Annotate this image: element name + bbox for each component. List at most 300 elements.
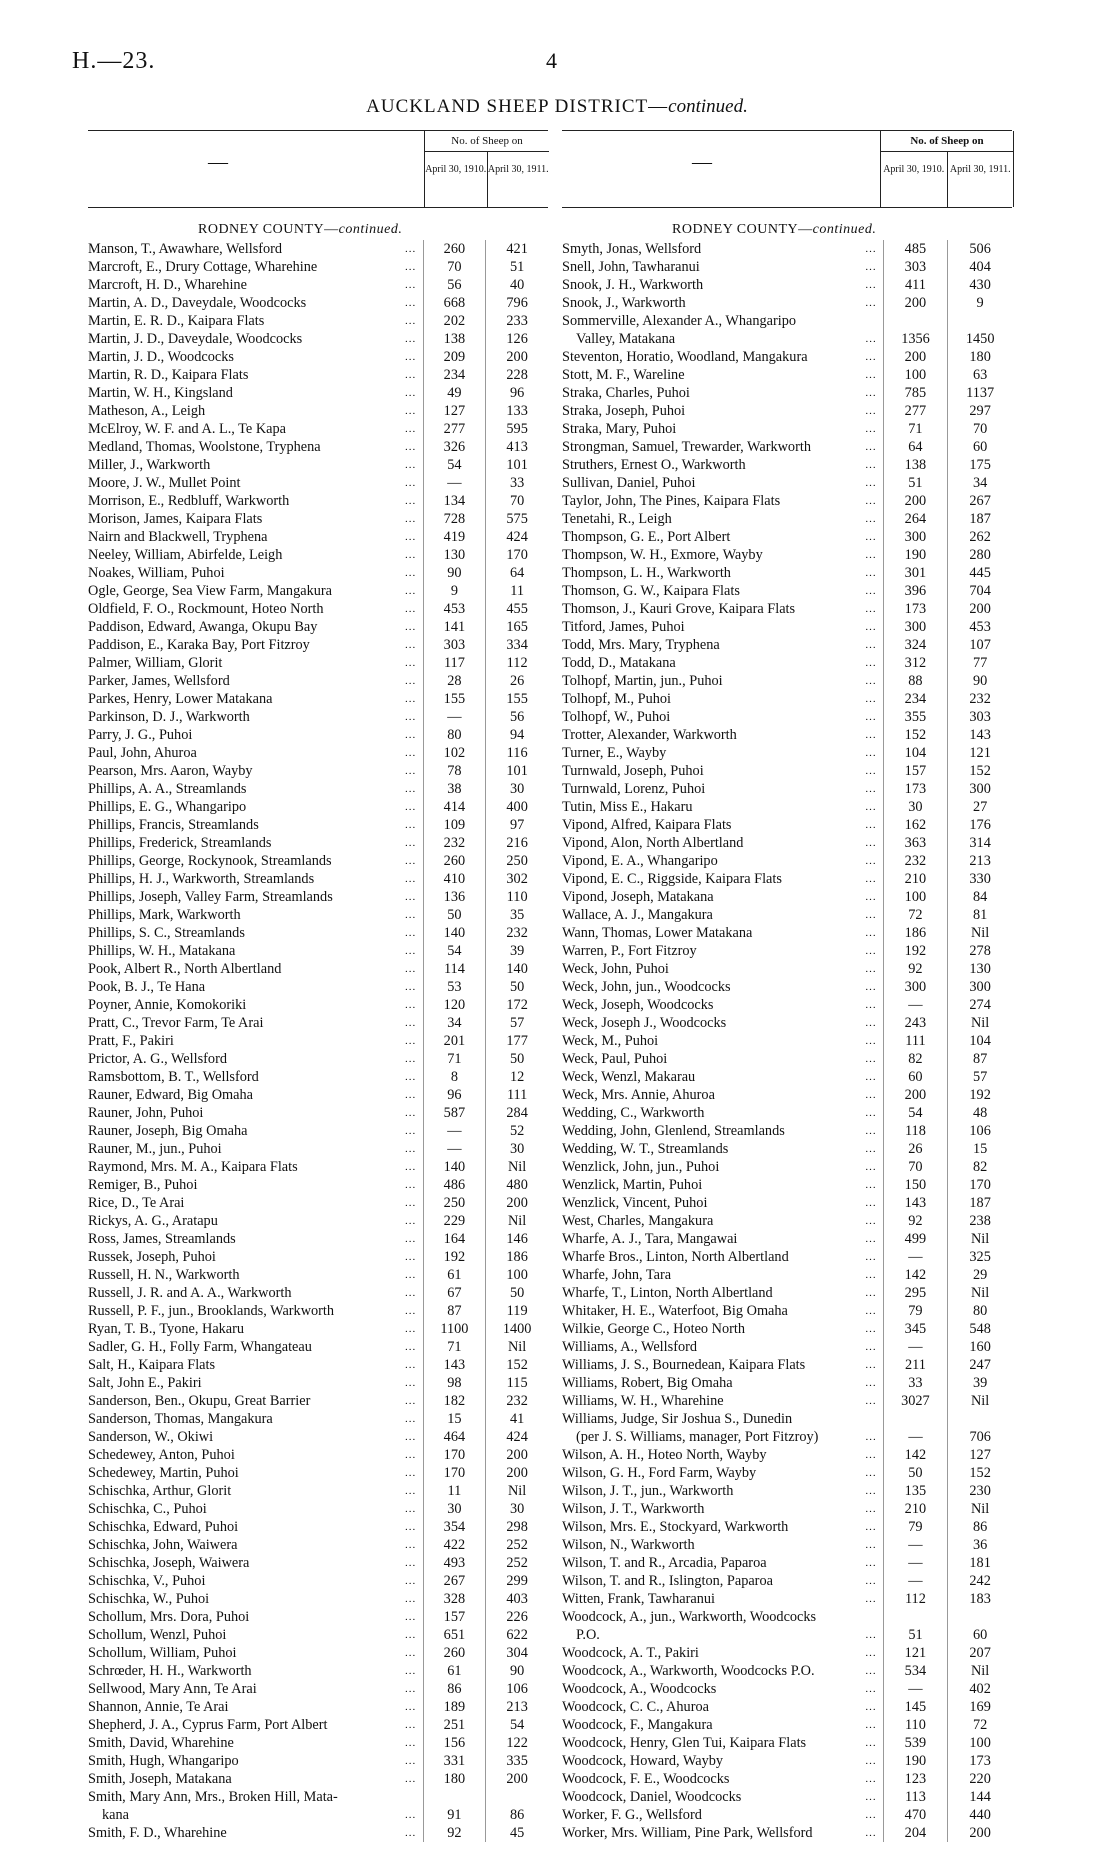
sheep-1910: 104 xyxy=(883,744,948,762)
holder-name: Parkinson, D. J., Warkworth xyxy=(88,709,250,725)
table-row xyxy=(562,1374,1012,1392)
leader-dots: ... xyxy=(404,603,417,615)
leader-dots: ... xyxy=(865,351,877,363)
leader-dots: ... xyxy=(404,1575,417,1587)
holder-name: Thomson, J., Kauri Grove, Kaipara Flats xyxy=(562,601,796,617)
table-row xyxy=(562,762,1012,780)
holder-name: Phillips, George, Rockynook, Streamlands xyxy=(88,853,332,869)
sheep-1910: 209 xyxy=(423,348,486,366)
holder-name: Wann, Thomas, Lower Matakana xyxy=(562,925,753,941)
holder-name: Morrison, E., Redbluff, Warkworth xyxy=(88,493,290,509)
table-row xyxy=(88,1572,548,1590)
sheep-1910: 30 xyxy=(423,1500,486,1518)
sheep-1911: 33 xyxy=(485,474,548,492)
leader-space xyxy=(859,312,882,330)
sheep-1910: 117 xyxy=(423,654,486,672)
holder-name: Phillips, W. H., Matakana xyxy=(88,943,236,959)
holder-name: Phillips, S. C., Streamlands xyxy=(88,925,245,941)
sheep-1910: 232 xyxy=(883,852,948,870)
table-row xyxy=(562,690,1012,708)
sheep-1910: — xyxy=(883,1554,948,1572)
table-row xyxy=(88,276,548,294)
sheep-1910: 71 xyxy=(423,1338,486,1356)
sheep-1911: Nil xyxy=(485,1212,548,1230)
table-row xyxy=(562,420,1012,438)
sheep-1910: 87 xyxy=(423,1302,486,1320)
leader-dots: ... xyxy=(865,747,877,759)
sheep-1911: 181 xyxy=(947,1554,1012,1572)
sheep-1910: 157 xyxy=(423,1608,486,1626)
table-row xyxy=(88,924,548,942)
table-row xyxy=(562,798,1012,816)
sheep-1911: Nil xyxy=(947,1662,1012,1680)
sheep-1910: 1100 xyxy=(423,1320,486,1338)
holder-name: Noakes, William, Puhoi xyxy=(88,565,225,581)
right-rows xyxy=(562,240,1012,1842)
sheep-1910: 164 xyxy=(423,1230,486,1248)
holder-name: Tutin, Miss E., Hakaru xyxy=(562,799,693,815)
leader-dots: ... xyxy=(865,1701,877,1713)
sheep-1910: 243 xyxy=(883,1014,948,1032)
empty-cell xyxy=(947,312,1012,330)
sheep-1910: 232 xyxy=(423,834,486,852)
leader-dots: ... xyxy=(404,495,417,507)
leader-dots: ... xyxy=(865,477,877,489)
sheep-1911: 704 xyxy=(947,582,1012,600)
table-row xyxy=(562,546,1012,564)
table-row xyxy=(562,1824,1012,1842)
sheep-1910: 72 xyxy=(883,906,948,924)
sheep-1911: 126 xyxy=(485,330,548,348)
sheep-1910: 300 xyxy=(883,978,948,996)
leader-dots: ... xyxy=(404,1071,417,1083)
sheep-1911: 34 xyxy=(947,474,1012,492)
table-row xyxy=(88,1428,548,1446)
table-row xyxy=(562,294,1012,312)
leader-dots: ... xyxy=(404,441,417,453)
leader-dots: ... xyxy=(865,927,877,939)
heading-main: AUCKLAND SHEEP DISTRICT— xyxy=(366,96,669,117)
table-row xyxy=(88,600,548,618)
holder-name: Morison, James, Kaipara Flats xyxy=(88,511,263,527)
sheep-1911: 453 xyxy=(947,618,1012,636)
sheep-1910: 141 xyxy=(423,618,486,636)
table-row xyxy=(88,708,548,726)
sheep-1910: 464 xyxy=(423,1428,486,1446)
sheep-1910: 51 xyxy=(883,1626,948,1644)
sheep-1911: 424 xyxy=(485,528,548,546)
table-row xyxy=(88,1068,548,1086)
holder-name: Snell, John, Tawharanui xyxy=(562,259,700,275)
sheep-1910: 67 xyxy=(423,1284,486,1302)
sheep-1911: 183 xyxy=(947,1590,1012,1608)
holder-name: Prictor, A. G., Wellsford xyxy=(88,1051,227,1067)
holder-name: Wallace, A. J., Mangakura xyxy=(562,907,713,923)
sheep-1911: 228 xyxy=(485,366,548,384)
sheep-1910: 200 xyxy=(883,348,948,366)
leader-dots: ... xyxy=(404,657,417,669)
sheep-1911: 230 xyxy=(947,1482,1012,1500)
sheep-1910: 130 xyxy=(423,546,486,564)
holder-name: Woodcock, F., Mangakura xyxy=(562,1717,713,1733)
table-row xyxy=(88,852,548,870)
leader-dots: ... xyxy=(865,1251,877,1263)
leader-dots: ... xyxy=(865,1089,877,1101)
sheep-1911: 300 xyxy=(947,978,1012,996)
leader-dots: ... xyxy=(404,297,417,309)
leader-dots: ... xyxy=(865,981,877,993)
sheep-1911: 330 xyxy=(947,870,1012,888)
leader-dots: ... xyxy=(404,531,417,543)
sheep-1911: 403 xyxy=(485,1590,548,1608)
table-row xyxy=(562,942,1012,960)
sheep-1911: 424 xyxy=(485,1428,548,1446)
leader-dots: ... xyxy=(404,1197,417,1209)
table-row xyxy=(562,438,1012,456)
sheep-1911: 35 xyxy=(485,906,548,924)
sheep-1911: 90 xyxy=(947,672,1012,690)
holder-name: Taylor, John, The Pines, Kaipara Flats xyxy=(562,493,781,509)
table-row xyxy=(562,906,1012,924)
sheep-1911: 430 xyxy=(947,276,1012,294)
sheep-1910: — xyxy=(423,1140,486,1158)
sheep-1911: 298 xyxy=(485,1518,548,1536)
table-row xyxy=(562,1320,1012,1338)
table-row xyxy=(562,1482,1012,1500)
table-row xyxy=(88,798,548,816)
sheep-1910: 138 xyxy=(883,456,948,474)
holder-name: Weck, John, jun., Woodcocks xyxy=(562,979,731,995)
sheep-1910: 79 xyxy=(883,1302,948,1320)
leader-dots: ... xyxy=(865,1395,877,1407)
sheep-1911: 297 xyxy=(947,402,1012,420)
holder-name: Rice, D., Te Arai xyxy=(88,1195,185,1211)
sheep-1910: 53 xyxy=(423,978,486,996)
table-row xyxy=(88,1446,548,1464)
table-row xyxy=(562,1032,1012,1050)
leader-dots: ... xyxy=(404,891,417,903)
sheep-1911: 140 xyxy=(485,960,548,978)
table-row xyxy=(562,1176,1012,1194)
holder-name: Titford, James, Puhoi xyxy=(562,619,685,635)
sheep-1911: 404 xyxy=(947,258,1012,276)
holder-name: Wilkie, George C., Hoteo North xyxy=(562,1321,745,1337)
holder-name: Martin, W. H., Kingsland xyxy=(88,385,233,401)
holder-name: Marcroft, H. D., Wharehine xyxy=(88,277,247,293)
sheep-1910: 668 xyxy=(423,294,486,312)
table-row xyxy=(88,744,548,762)
table-row xyxy=(562,1518,1012,1536)
table-row-continuation xyxy=(562,330,1012,348)
leader-dots: ... xyxy=(404,999,417,1011)
sheep-1910: 534 xyxy=(883,1662,948,1680)
sheep-1911: 107 xyxy=(947,636,1012,654)
holder-name: Williams, W. H., Wharehine xyxy=(562,1393,724,1409)
table-row xyxy=(88,1608,548,1626)
table-row xyxy=(88,1554,548,1572)
leader-dots: ... xyxy=(865,1071,877,1083)
holder-name: Rickys, A. G., Aratapu xyxy=(88,1213,218,1229)
holder-name: McElroy, W. F. and A. L., Te Kapa xyxy=(88,421,286,437)
leader-dots: ... xyxy=(404,981,417,993)
sheep-1911: 50 xyxy=(485,1050,548,1068)
holder-name: Sanderson, Ben., Okupu, Great Barrier xyxy=(88,1393,311,1409)
sheep-1911: Nil xyxy=(947,1014,1012,1032)
table-row xyxy=(88,618,548,636)
sheep-1911: 170 xyxy=(947,1176,1012,1194)
sheep-1910: 136 xyxy=(423,888,486,906)
sheep-1911: 40 xyxy=(485,276,548,294)
holder-name: Schischka, C., Puhoi xyxy=(88,1501,207,1517)
leader-dots: ... xyxy=(404,1557,417,1569)
table-row xyxy=(562,510,1012,528)
sheep-1911: 335 xyxy=(485,1752,548,1770)
holder-name: Wilson, A. H., Hoteo North, Wayby xyxy=(562,1447,767,1463)
sheep-1910: 109 xyxy=(423,816,486,834)
sheep-1910: 143 xyxy=(883,1194,948,1212)
sheep-1911: 82 xyxy=(947,1158,1012,1176)
table-row xyxy=(88,546,548,564)
sheep-1910: 64 xyxy=(883,438,948,456)
sheep-1910: 61 xyxy=(423,1266,486,1284)
sheep-1910: 180 xyxy=(423,1770,486,1788)
leader-dots: ... xyxy=(404,1701,417,1713)
header-col-1910: April 30, 1910. xyxy=(425,164,487,175)
leader-dots: ... xyxy=(404,1161,417,1173)
holder-name: Sadler, G. H., Folly Farm, Whangateau xyxy=(88,1339,312,1355)
holder-name: Wharfe, John, Tara xyxy=(562,1267,672,1283)
header-group xyxy=(880,131,1014,207)
sheep-1911: 155 xyxy=(485,690,548,708)
sheep-1910: 326 xyxy=(423,438,486,456)
holder-name: Tenetahi, R., Leigh xyxy=(562,511,672,527)
leader-dots: ... xyxy=(404,1611,417,1623)
left-rows xyxy=(88,240,548,1842)
table-row xyxy=(88,1320,548,1338)
holder-name: Russell, J. R. and A. A., Warkworth xyxy=(88,1285,292,1301)
sheep-1910: 277 xyxy=(423,420,486,438)
table-row xyxy=(88,1752,548,1770)
sheep-1911: 413 xyxy=(485,438,548,456)
leader-dots: ... xyxy=(865,1035,877,1047)
sheep-1910: 90 xyxy=(423,564,486,582)
table-row xyxy=(562,258,1012,276)
sheep-1911: 548 xyxy=(947,1320,1012,1338)
sheep-1910: 135 xyxy=(883,1482,948,1500)
sheep-1910: 331 xyxy=(423,1752,486,1770)
holder-name: Woodcock, A., Woodcocks xyxy=(562,1681,717,1697)
sheep-1911: 216 xyxy=(485,834,548,852)
sheep-1911: 400 xyxy=(485,798,548,816)
sheep-1911: 97 xyxy=(485,816,548,834)
sheep-1911: 26 xyxy=(485,672,548,690)
sheep-1911: 130 xyxy=(947,960,1012,978)
leader-dots: ... xyxy=(865,819,877,831)
table-row xyxy=(88,438,548,456)
holder-name: Woodcock, A. T., Pakiri xyxy=(562,1645,699,1661)
sheep-1910: 190 xyxy=(883,546,948,564)
section-main: RODNEY COUNTY— xyxy=(198,222,339,237)
sheep-1911: 100 xyxy=(947,1734,1012,1752)
sheep-1910: 295 xyxy=(883,1284,948,1302)
sheep-1911: 402 xyxy=(947,1680,1012,1698)
table-row xyxy=(88,402,548,420)
holder-name: Weck, John, Puhoi xyxy=(562,961,669,977)
table-row xyxy=(88,1194,548,1212)
sheep-1911: 300 xyxy=(947,780,1012,798)
sheep-1910: 123 xyxy=(883,1770,948,1788)
sheep-1911: 29 xyxy=(947,1266,1012,1284)
leader-dots: ... xyxy=(865,1557,877,1569)
leader-dots: ... xyxy=(404,1809,417,1821)
table-row xyxy=(562,1662,1012,1680)
sheep-1911: 186 xyxy=(485,1248,548,1266)
sheep-1910: 79 xyxy=(883,1518,948,1536)
table-row-continuation xyxy=(562,1428,1012,1446)
sheep-1910: 113 xyxy=(883,1788,948,1806)
holder-name: Ross, James, Streamlands xyxy=(88,1231,236,1247)
sheep-1911: 81 xyxy=(947,906,1012,924)
holder-name: Pratt, C., Trevor Farm, Te Arai xyxy=(88,1015,264,1031)
leader-dots: ... xyxy=(404,1719,417,1731)
leader-dots: ... xyxy=(865,1809,877,1821)
holder-name: Phillips, Francis, Streamlands xyxy=(88,817,259,833)
sheep-1910: 345 xyxy=(883,1320,948,1338)
holder-name: Tolhopf, M., Puhoi xyxy=(562,691,672,707)
holder-name: Martin, E. R. D., Kaipara Flats xyxy=(88,313,265,329)
leader-dots: ... xyxy=(404,369,417,381)
leader-dots: ... xyxy=(404,1431,417,1443)
table-row xyxy=(88,1032,548,1050)
sheep-1910: 152 xyxy=(883,726,948,744)
sheep-1910: 301 xyxy=(883,564,948,582)
table-row-continuation xyxy=(88,1806,548,1824)
holder-name: Phillips, H. J., Warkworth, Streamlands xyxy=(88,871,315,887)
sheep-1910: 210 xyxy=(883,1500,948,1518)
leader-dots: ... xyxy=(865,1683,877,1695)
table-row xyxy=(562,1014,1012,1032)
sheep-1910: 173 xyxy=(883,780,948,798)
holder-name: Salt, H., Kaipara Flats xyxy=(88,1357,216,1373)
leader-dots: ... xyxy=(404,1485,417,1497)
holder-name: Schollum, William, Puhoi xyxy=(88,1645,237,1661)
holder-name: Raymond, Mrs. M. A., Kaipara Flats xyxy=(88,1159,298,1175)
leader-dots: ... xyxy=(404,1035,417,1047)
holder-name: Williams, Robert, Big Omaha xyxy=(562,1375,733,1391)
leader-dots: ... xyxy=(865,1755,877,1767)
holder-name: Oldfield, F. O., Rockmount, Hoteo North xyxy=(88,601,324,617)
sheep-1911: 303 xyxy=(947,708,1012,726)
leader-dots: ... xyxy=(865,1125,877,1137)
leader-dots: ... xyxy=(404,423,417,435)
sheep-1910: 80 xyxy=(423,726,486,744)
holder-name: Woodcock, Howard, Wayby xyxy=(562,1753,724,1769)
table-row xyxy=(88,384,548,402)
holder-name: Thomson, G. W., Kaipara Flats xyxy=(562,583,740,599)
leader-dots: ... xyxy=(865,1341,877,1353)
table-row xyxy=(88,690,548,708)
leader-dots: ... xyxy=(404,1017,417,1029)
sheep-1911: 41 xyxy=(485,1410,548,1428)
sheep-1910: 499 xyxy=(883,1230,948,1248)
table-row xyxy=(88,1644,548,1662)
sheep-1910: 70 xyxy=(423,258,486,276)
table-row xyxy=(88,960,548,978)
leader-dots: ... xyxy=(865,549,877,561)
holder-name: Tolhopf, Martin, jun., Puhoi xyxy=(562,673,723,689)
table-row xyxy=(562,528,1012,546)
section-main: RODNEY COUNTY— xyxy=(672,222,813,237)
leader-dots: ... xyxy=(865,1017,877,1029)
holder-name: Wedding, C., Warkworth xyxy=(562,1105,705,1121)
leader-dots: ... xyxy=(865,657,877,669)
sheep-1910: 170 xyxy=(423,1464,486,1482)
table-row xyxy=(88,1374,548,1392)
sheep-1911: 64 xyxy=(485,564,548,582)
table-row xyxy=(88,1248,548,1266)
leader-dots: ... xyxy=(404,1125,417,1137)
sheep-1910: — xyxy=(883,1338,948,1356)
leader-space xyxy=(859,1410,882,1428)
holder-name: Woodcock, Henry, Glen Tui, Kaipara Flats xyxy=(562,1735,807,1751)
sheep-1911: 72 xyxy=(947,1716,1012,1734)
sheep-1910: 91 xyxy=(423,1806,486,1824)
sheep-1911: 86 xyxy=(485,1806,548,1824)
holder-name: West, Charles, Mangakura xyxy=(562,1213,714,1229)
sheep-1911: 200 xyxy=(485,1464,548,1482)
sheep-1910: 267 xyxy=(423,1572,486,1590)
holder-name: Paddison, E., Karaka Bay, Port Fitzroy xyxy=(88,637,310,653)
leader-dots: ... xyxy=(404,621,417,633)
holder-name: Phillips, A. A., Streamlands xyxy=(88,781,247,797)
holder-name: Weck, Paul, Puhoi xyxy=(562,1051,668,1067)
table-row xyxy=(88,474,548,492)
sheep-1910: 264 xyxy=(883,510,948,528)
leader-dots: ... xyxy=(404,1503,417,1515)
table-row xyxy=(88,492,548,510)
sheep-1910: 410 xyxy=(423,870,486,888)
table-row xyxy=(562,888,1012,906)
table-row xyxy=(88,312,548,330)
table-row xyxy=(562,600,1012,618)
page-identifier: H.—23. xyxy=(72,48,156,74)
holder-name: Wilson, J. T., Warkworth xyxy=(562,1501,705,1517)
sheep-1911: 200 xyxy=(485,348,548,366)
table-row xyxy=(562,1680,1012,1698)
holder-name: Sommerville, Alexander A., Whangaripo xyxy=(562,313,796,329)
sheep-1910: 354 xyxy=(423,1518,486,1536)
sheep-1910: 192 xyxy=(883,942,948,960)
sheep-1911: 84 xyxy=(947,888,1012,906)
leader-dots: ... xyxy=(865,1269,877,1281)
sheep-1911: 200 xyxy=(947,600,1012,618)
sheep-1911: 90 xyxy=(485,1662,548,1680)
sheep-1910: — xyxy=(883,996,948,1014)
holder-name: Sanderson, W., Okiwi xyxy=(88,1429,214,1445)
table-row xyxy=(562,1302,1012,1320)
holder-name: Paul, John, Ahuroa xyxy=(88,745,197,761)
leader-dots: ... xyxy=(404,1053,417,1065)
sheep-1910: 61 xyxy=(423,1662,486,1680)
leader-dots: ... xyxy=(404,1287,417,1299)
holder-name: Rauner, Edward, Big Omaha xyxy=(88,1087,253,1103)
table-row xyxy=(562,654,1012,672)
holder-name: Remiger, B., Puhoi xyxy=(88,1177,198,1193)
leader-dots: ... xyxy=(404,1647,417,1659)
holder-name: Vipond, Alfred, Kaipara Flats xyxy=(562,817,732,833)
sheep-1910: 51 xyxy=(883,474,948,492)
sheep-1911: 232 xyxy=(485,924,548,942)
